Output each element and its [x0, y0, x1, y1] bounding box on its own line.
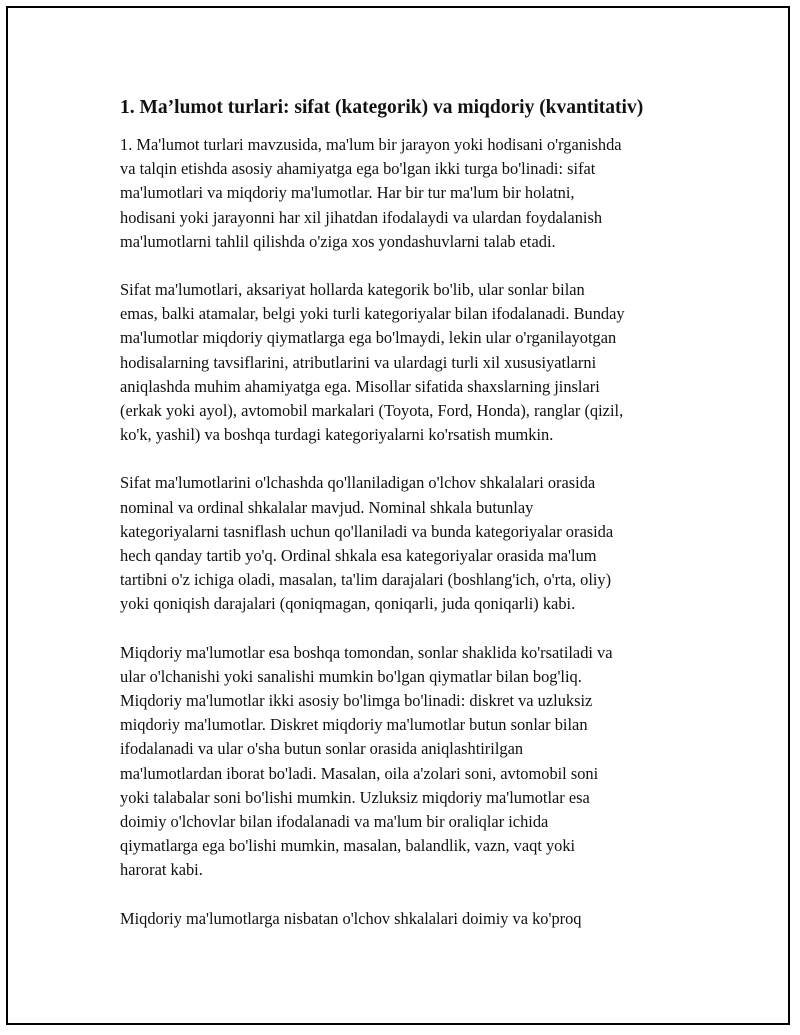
paragraph-qualitative-scales: Sifat ma'lumotlarini o'lchashda qo'llaniladigan o'lchov shkalalari orasida nominal va ordinal shkalalar mavjud. Nominal shkala butunlay kategoriyalarni tasniflash uchun qo'llaniladi va bunda kategoriyalar orasida hech qanday tartib yo'q. Ordinal shkala esa kategoriyalar orasida ma'lum tartibni o'z ichiga oladi, masalan, ta'lim darajalari (boshlang'ich, o'rta, oliy) yoki qoniqish darajalari (qoniqmagan, qoniqarli, juda qoniqarli) kabi.	[120, 473, 614, 614]
paragraph-quantitative-data: Miqdoriy ma'lumotlar esa boshqa tomondan, sonlar shaklida ko'rsatiladi va ular o'lchanishi yoki sanalishi mumkin bo'lgan qiymatlar bilan bog'liq. Miqdoriy ma'lumotlar ikki asosiy bo'limga bo'linadi: diskret va uzluksiz miqdoriy ma'lumotlar. Diskret miqdoriy ma'lumotlar butun sonlar bilan ifodalanadi va ular o'sha butun sonlar orasida aniqlashtirilgan ma'lumotlardan iborat bo'ladi. Masalan, oila a'zolari soni, avtomobil soni yoki talabalar soni bo'lishi mumkin. Uzluksiz miqdoriy ma'lumotlar esa doimiy o'lchovlar bilan ifodalanadi va ma'lum bir oraliqlar ichida qiymatlarga ega bo'lishi mumkin, masalan, balandlik, vazn, vaqt yoki harorat kabi.	[120, 642, 613, 880]
paragraph-qualitative-data: Sifat ma'lumotlari, aksariyat hollarda kategorik bo'lib, ular sonlar bilan emas, balki atamalar, belgi yoki turli kategoriyalar bilan ifodalanadi. Bunday ma'lumotlar miqdoriy qiymatlarga ega bo'lmaydi, lekin ular o'rganilayotgan hodisalarning tavsiflarini, atributlarini va ulardagi turli xil xususiyatlarni aniqlashda muhim ahamiyatga ega. Misollar sifatida shaxslarning jinslari (erkak yoki ayol), avtomobil markalari (Toyota, Ford, Honda), ranglar (qizil, ko'k, yashil) va boshqa turdagi kategoriyalarni ko'rsatish mumkin.	[120, 280, 625, 445]
paragraph-quantitative-scales: Miqdoriy ma'lumotlarga nisbatan o'lchov shkalalari doimiy va ko'proq	[120, 908, 582, 928]
document-body	[120, 94, 692, 955]
document-title: 1. Ma’lumot turlari: sifat (kategorik) va miqdoriy (kvantitativ)	[120, 97, 644, 118]
document-page	[6, 6, 790, 1025]
paragraph-intro: 1. Ma'lumot turlari mavzusida, ma'lum bir jarayon yoki hodisani o'rganishda va talqin etishda asosiy ahamiyatga ega bo'lgan ikki turga bo'linadi: sifat ma'lumotlari va miqdoriy ma'lumotlar. Har bir tur ma'lum bir holatni, hodisani yoki jarayonni har xil jihatdan ifodalaydi va ulardan foydalanish ma'lumotlarni tahlil qilishda o'ziga xos yondashuvlarni talab etadi.	[120, 135, 622, 251]
